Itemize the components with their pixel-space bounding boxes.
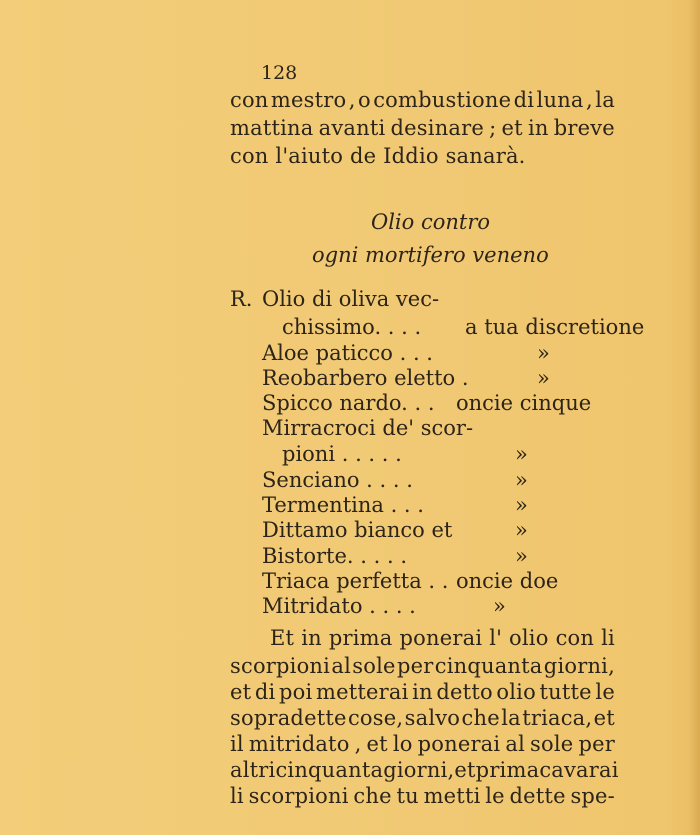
- ingredient-quantity: »: [493, 594, 506, 618]
- ingredient-name: Triaca perfetta . .: [262, 569, 449, 593]
- word: giorni,: [543, 654, 615, 678]
- word: tutte: [539, 680, 592, 704]
- word: spe-: [570, 784, 615, 808]
- word: avanti: [318, 116, 386, 140]
- word: la: [501, 706, 521, 730]
- ingredient-name: Reobarbero eletto .: [262, 366, 469, 390]
- word: cavarai: [539, 758, 619, 782]
- closing-line-1: [270, 626, 615, 650]
- word: li: [230, 784, 244, 808]
- word: mestro: [270, 88, 347, 112]
- word: ;: [489, 116, 497, 140]
- word: li: [601, 626, 615, 650]
- closing-line-3: [230, 680, 615, 704]
- ingredient-name: chissimo. . . .: [282, 315, 422, 339]
- word: combustione: [373, 88, 512, 112]
- word: di: [254, 680, 276, 704]
- word: per: [578, 732, 615, 756]
- word: con: [230, 88, 269, 112]
- word: cose,: [347, 706, 404, 730]
- ingredient-quantity: oncie cinque: [456, 391, 592, 415]
- word: et: [454, 758, 476, 782]
- word: il: [230, 732, 244, 756]
- word: et: [230, 680, 252, 704]
- word: dette: [509, 784, 566, 808]
- word: altri: [230, 758, 276, 782]
- ingredient-quantity: »: [537, 341, 550, 365]
- word: Et: [270, 626, 295, 650]
- ingredient-name: Dittamo bianco et: [262, 518, 453, 542]
- word: scorpioni: [248, 784, 349, 808]
- page-number: 128: [261, 62, 298, 84]
- word: detto: [436, 680, 493, 704]
- ingredient-quantity: »: [515, 493, 528, 517]
- word: l' olio: [489, 626, 549, 650]
- closing-line-5: [230, 732, 615, 756]
- word: che: [353, 784, 392, 808]
- word: scorpioni: [230, 654, 331, 678]
- ingredient-name: Senciano . . . .: [262, 468, 413, 492]
- word: prima: [475, 758, 540, 782]
- closing-line-6: [230, 758, 619, 782]
- word: triaca,: [522, 706, 593, 730]
- word: che: [461, 706, 500, 730]
- word: sole: [530, 732, 574, 756]
- word: al: [331, 654, 351, 678]
- closing-line-7: [230, 784, 615, 808]
- word: mitridato: [248, 732, 350, 756]
- word: metterai: [316, 680, 409, 704]
- word: salvo: [404, 706, 461, 730]
- word: sole: [352, 654, 396, 678]
- word: et: [366, 732, 388, 756]
- recipe-title-line-2: ogni mortifero veneno: [312, 243, 549, 267]
- opening-line-2: [230, 116, 615, 140]
- ingredient-quantity: »: [515, 468, 528, 492]
- word: luna: [536, 88, 584, 112]
- word: o: [358, 88, 371, 112]
- word: cinquanta: [275, 758, 384, 782]
- word: al: [505, 732, 525, 756]
- word: in: [412, 680, 433, 704]
- opening-line-1: [230, 88, 615, 112]
- word: con: [555, 626, 595, 650]
- word: giorni,: [383, 758, 455, 782]
- word: cinquanta: [434, 654, 543, 678]
- word: in: [301, 626, 322, 650]
- closing-line-2: [230, 654, 615, 678]
- word: et: [593, 706, 615, 730]
- ingredient-quantity: a tua discretione: [465, 315, 645, 339]
- word: poi: [279, 680, 313, 704]
- ingredient-name: Bistorte. . . . .: [262, 544, 407, 568]
- word: le: [595, 680, 615, 704]
- ingredient-name: Mitridato . . . .: [262, 594, 416, 618]
- word: metti: [423, 784, 481, 808]
- ingredient-name: Spicco nardo. . .: [262, 391, 435, 415]
- ingredient-quantity: oncie doe: [456, 569, 559, 593]
- ingredient-name: Mirracroci de' scor-: [262, 416, 474, 440]
- ingredient-name: pioni . . . . .: [282, 442, 402, 466]
- ingredient-name: Olio di oliva vec-: [262, 287, 440, 311]
- word: ,: [586, 88, 593, 112]
- word: ,: [348, 88, 356, 112]
- ingredient-quantity: »: [515, 442, 528, 466]
- word: et: [501, 116, 523, 140]
- word: ,: [354, 732, 362, 756]
- closing-line-4: [230, 706, 615, 730]
- recipe-title-line-1: Olio contro: [371, 210, 491, 234]
- page-edge-shadow: [688, 0, 700, 835]
- ingredient-quantity: »: [515, 544, 528, 568]
- word: prima: [328, 626, 393, 650]
- word: breve: [553, 116, 615, 140]
- word: in: [527, 116, 549, 140]
- word: lo: [392, 732, 413, 756]
- ingredient-name: Termentina . . .: [262, 493, 424, 517]
- word: tu: [396, 784, 419, 808]
- word: desinare: [390, 116, 485, 140]
- word: olio: [496, 680, 536, 704]
- word: ponerai: [417, 732, 501, 756]
- word: la: [595, 88, 615, 112]
- word: mattina: [230, 116, 314, 140]
- word: di: [513, 88, 535, 112]
- word: per: [396, 654, 434, 678]
- ingredient-name: Aloe paticco . . .: [262, 341, 433, 365]
- ingredient-quantity: »: [515, 518, 528, 542]
- word: ponerai: [399, 626, 483, 650]
- opening-line-3: con l'aiuto de Iddio sanarà.: [230, 144, 526, 168]
- recipe-marker: R.: [230, 287, 253, 311]
- word: le: [485, 784, 505, 808]
- word: sopradette: [230, 706, 347, 730]
- ingredient-quantity: »: [537, 366, 550, 390]
